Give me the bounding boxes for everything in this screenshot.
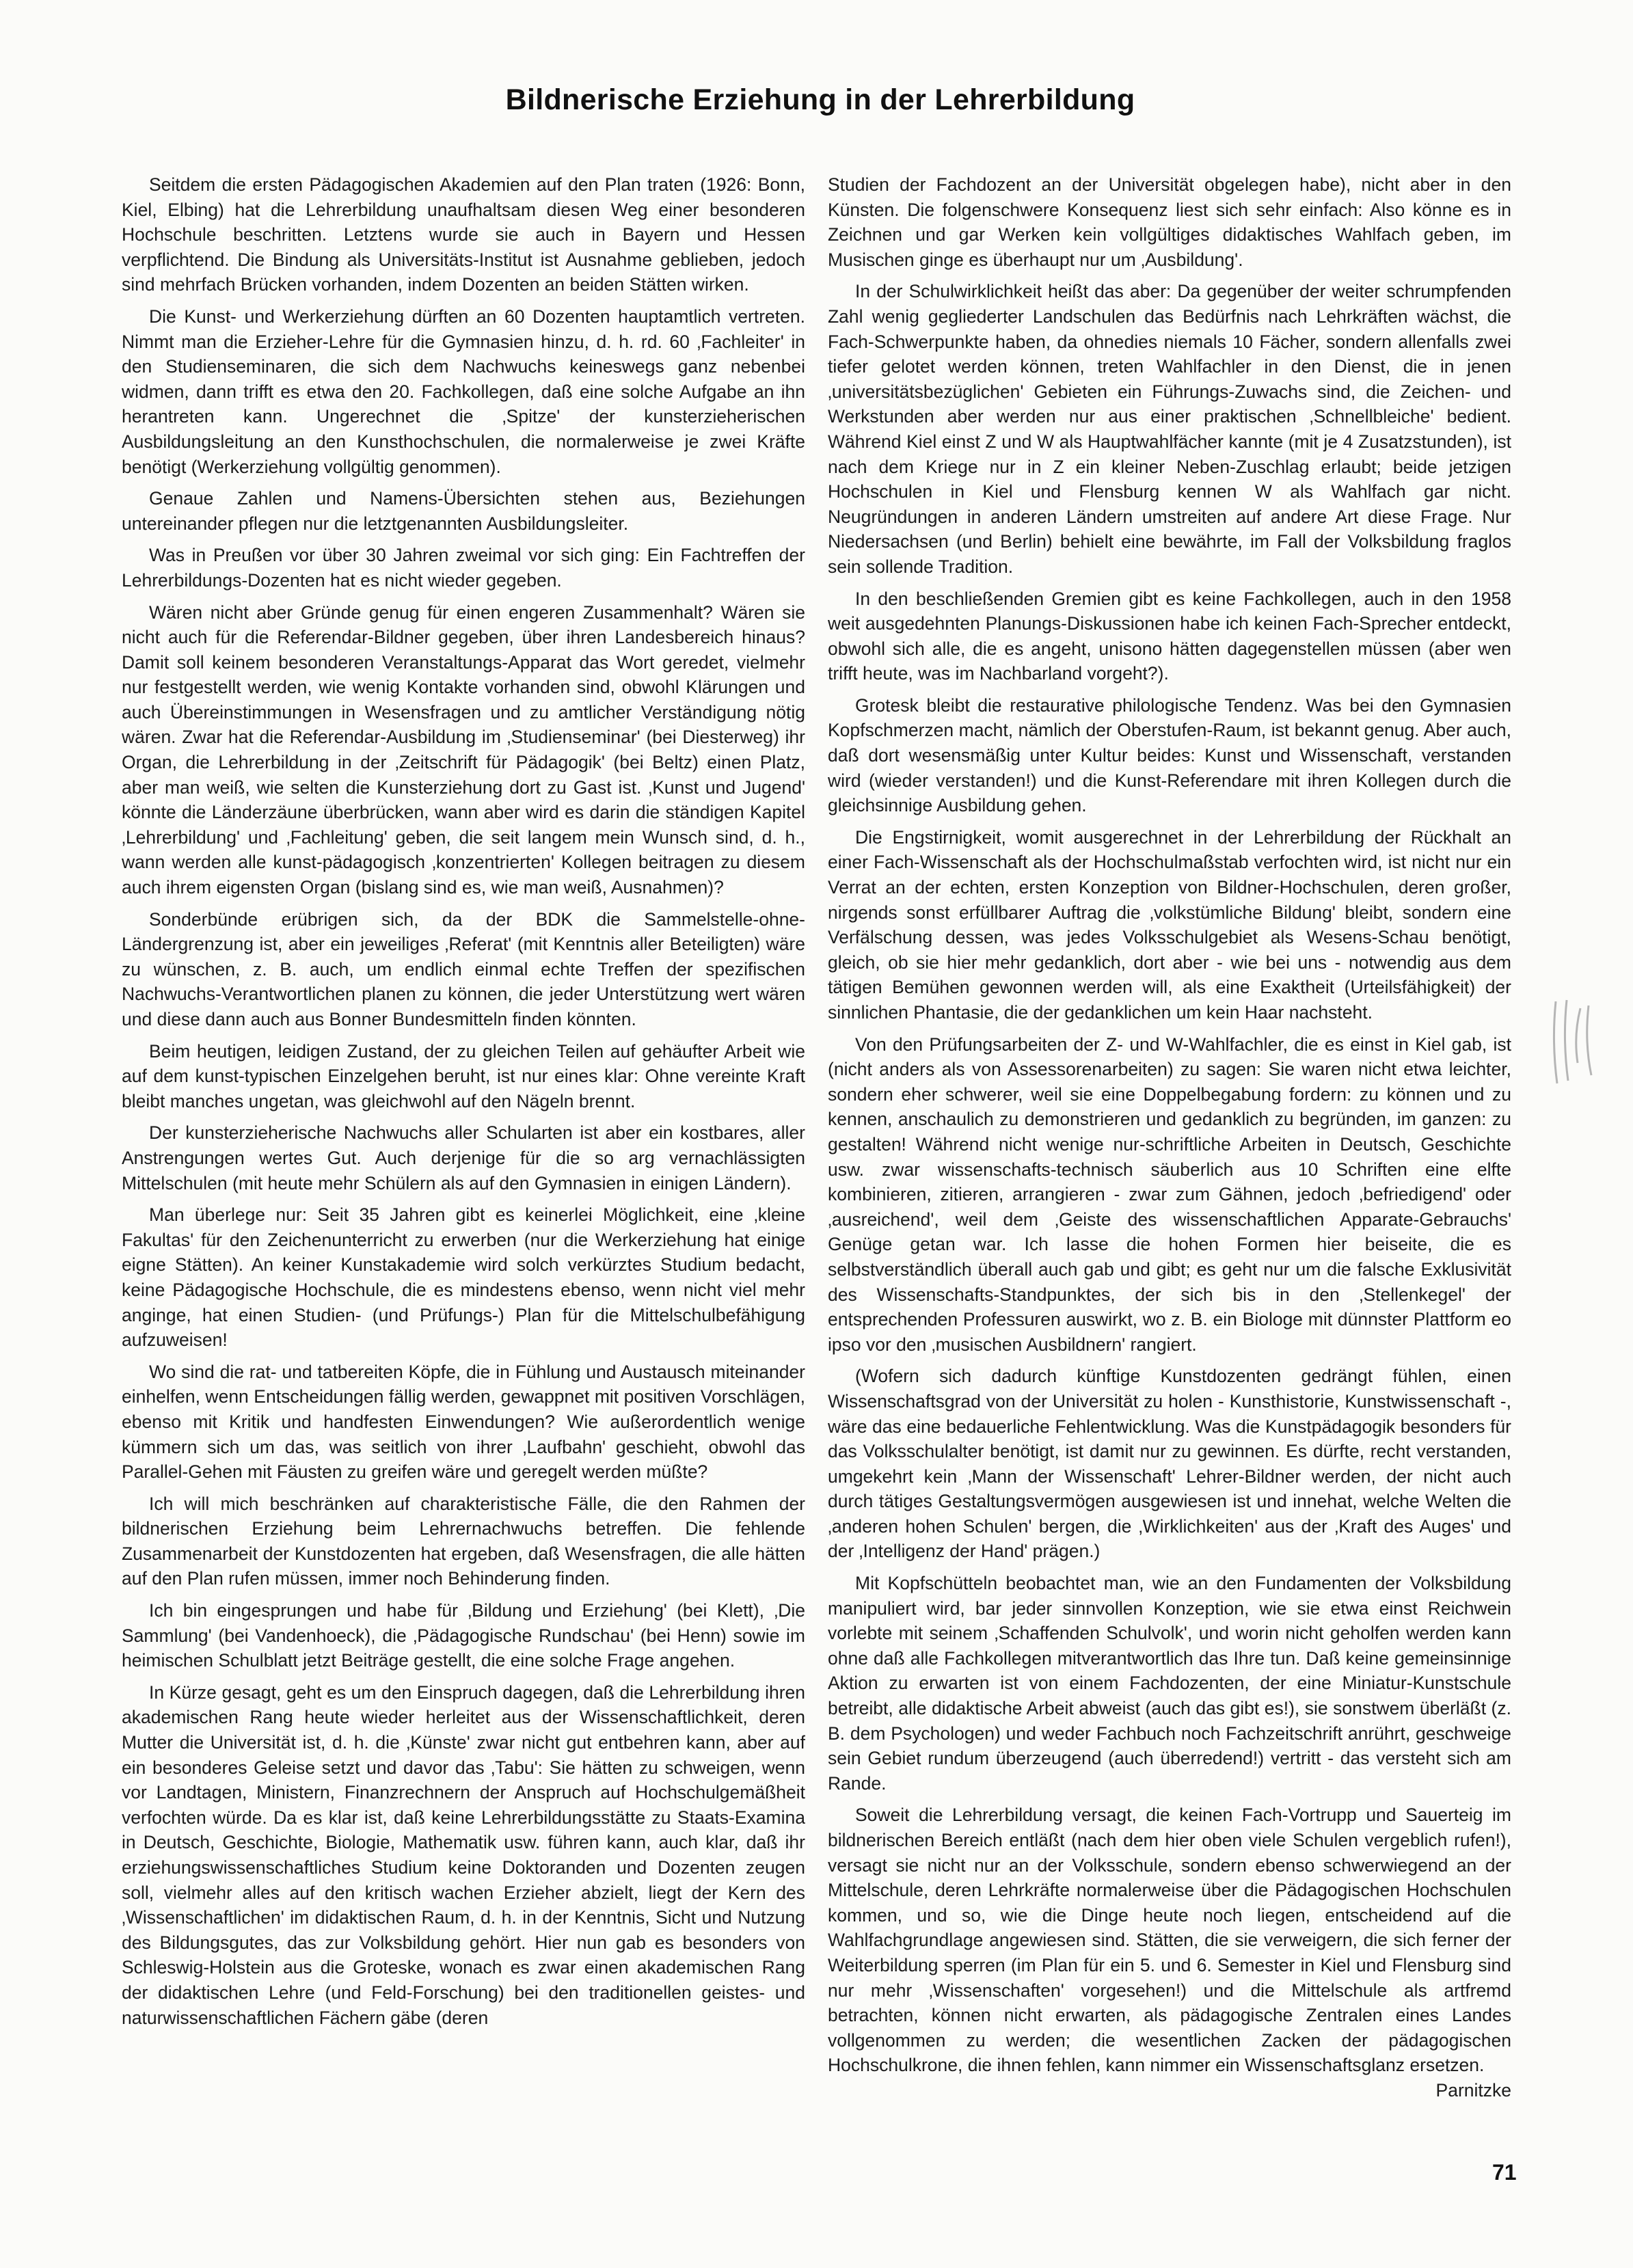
paragraph: Ich bin eingesprungen und habe für ‚Bildung und Erziehung' (bei Klett), ‚Die Sammlung' (bei Vandenhoeck), die ‚Pädagogische Rundschau' (bei Henn) sowie im heimischen Schulblatt jetzt Beiträge gestellt, die eine solche Frage angehen. bbox=[122, 1600, 805, 1671]
paragraph: Genaue Zahlen und Namens-Übersichten stehen aus, Beziehungen untereinander pflegen nur die letztgenannten Ausbildungsleiter. bbox=[122, 488, 805, 534]
paragraph: Sonderbünde erübrigen sich, da der BDK die Sammelstelle-ohne-Ländergrenzung ist, aber ein jeweiliges ‚Referat' (mit Kenntnis aller Beteiligten) wäre zu wünschen, z. B. auch, um endlich einmal echte Treffen der spezifischen Nachwuchs-Verantwortlichen planen zu können, die jeder Unterstützung wert wären und diese dann auch aus Bonner Bundesmitteln finden könnten. bbox=[122, 908, 805, 1029]
left-column bbox=[122, 172, 805, 2037]
paragraph: Grotesk bleibt die restaurative philologische Tendenz. Was bei den Gymnasien Kopfschmerzen macht, nämlich der Oberstufen-Raum, ist bekannt genug. Aber auch, daß dort wesensmäßig unter Kultur beides: Kunst und Wissenschaft, verstanden wird (wieder verstanden!) und die Kunst-Referendare mit ihren Kollegen durch die gleichsinnige Ausbildung gehen. bbox=[828, 694, 1511, 816]
paragraph: Beim heutigen, leidigen Zustand, der zu gleichen Teilen auf gehäufter Arbeit wie auf dem kunst-typischen Einzelgehen beruht, ist nur eines klar: Ohne vereinte Kraft bleibt manches ungetan, was gleichwohl auf den Nägeln brennt. bbox=[122, 1040, 805, 1111]
paragraph: Die Kunst- und Werkerziehung dürften an 60 Dozenten hauptamtlich vertreten. Nimmt man die Erzieher-Lehre für die Gymnasien hinzu, d. h. rd. 60 ‚Fachleiter' in den Studienseminaren, die sich dem Nachwuchs keineswegs ganz nebenbei widmen, dann trifft es etwa den 20. Fachkollegen, daß eine solche Aufgabe an ihn herantreten kann. Ungerechnet die ‚Spitze' der kunsterzieherischen Ausbildungsleitung an den Kunsthochschulen, die normalerweise je zwei Kräfte benötigt (Werkerziehung vollgültig genommen). bbox=[122, 306, 805, 477]
paragraph-continued: Studien der Fachdozent an der Universität obgelegen habe), nicht aber in den Künsten. Die folgenschwere Konsequenz liest sich sehr einfach: Also könne es in Zeichnen und gar Werken kein vollgültiges didaktisches Wahlfach geben, im Musischen ginge es überhaupt nur um ‚Ausbildung'. bbox=[828, 174, 1511, 270]
paragraph: In den beschließenden Gremien gibt es keine Fachkollegen, auch in den 1958 weit ausgedehnten Planungs-Diskussionen habe ich keinen Fach-Sprecher entdeckt, obwohl sich alle, die es angeht, unisono hätten dagegenstellen müssen (aber wen trifft heute, was im Nachbarland vorgeht?). bbox=[828, 588, 1511, 684]
page-number: 71 bbox=[1492, 2160, 1517, 2185]
paragraph: In Kürze gesagt, geht es um den Einspruch dagegen, daß die Lehrerbildung ihren akademischen Rang heute wieder herleitet aus der Wissenschaftlichkeit, deren Mutter die Universität ist, d. h. die ‚Künste' zwar nicht gut entbehren kann, aber auf ein besonderes Geleise setzt und davor das ‚Tabu': Sie hätten zu schweigen, wenn vor Landtagen, Ministern, Finanzrechnern der Anspruch auf Hochschulgemäßheit verfochten würde. Da es klar ist, daß keine Lehrerbildungsstätte zu Staats-Examina in Deutsch, Geschichte, Biologie, Mathematik usw. führen kann, auch klar, daß ihr erziehungswissenschaftliches Studium keine Doktoranden und Dozenten zeugen soll, vielmehr alles auf den kritisch wachen Erzieher abzielt, liegt der Kern des ‚Wissenschaftlichen' im didaktischen Raum, d. h. in der Kenntnis, Sicht und Nutzung des Bildungsgutes, das zur Volksbildung gehört. Hier nun gab es besonders von Schleswig-Holstein aus die Groteske, wonach es zwar einen akademischen Rang der didaktischen Lehre (und Feld-Forschung) bei den traditionellen geistes- und naturwissenschaftlichen Fächern gäbe (deren bbox=[122, 1682, 805, 2028]
final-paragraph-text: Soweit die Lehrerbildung versagt, die keinen Fach-Vortrupp und Sauerteig im bildnerischen Bereich entläßt (nach dem hier oben viele Schulen vergeblich rufen!), versagt sie nicht nur an der Volksschule, sondern ebenso schwerwiegend an der Mittelschule, deren Lehrkräfte normalerweise über die Pädagogischen Hochschulen kommen, und so, wie die Dinge heute noch liegen, entscheidend auf die Wahlfachgrundlage angewiesen sind. Stätten, die sie verweigern, die sich ferner der Weiterbildung sperren (im Plan für ein 5. und 6. Semester in Kiel und Flensburg sind nur mehr ‚Wissenschaften' vorgesehen!) und die Mittelschule als artfremd betrachten, können nicht erwarten, als pädagogische Zentralen eines Landes vollgenommen zu werden; die wesentlichen Zacken der pädagogischen Hochschulkrone, die ihnen fehlen, kann nimmer ein Wissenschaftsglanz ersetzen. bbox=[828, 1805, 1511, 2076]
paragraph: Seitdem die ersten Pädagogischen Akademien auf den Plan traten (1926: Bonn, Kiel, Elbing) hat die Lehrerbildung unaufhaltsam diesen Weg einer besonderen Hochschule beschritten. Letztens wurde sie auch in Bayern und Hessen verpflichtend. Die Bindung als Universitäts-Institut ist Ausnahme geblieben, jedoch sind mehrfach Brücken vorhanden, indem Dozenten an beiden Stätten wirken. bbox=[122, 174, 805, 295]
paragraph: Von den Prüfungsarbeiten der Z- und W-Wahlfachler, die es einst in Kiel gab, ist (nicht anders als von Assessorenarbeiten) zu sagen: Sie waren nicht etwa leichter, sondern eher schwerer, weil sie eine Doppelbegabung fordern: zu können und zu kennen, anschaulich zu demonstrieren und gedanklich zu begründen, im ganzen: zu gestalten! Während nicht wenige nur-schriftliche Arbeiten in Deutsch, Geschichte usw. zwar wissenschafts-technisch säuberlich aus 10 Schriften eine elfte kombinieren, zitieren, arrangieren - zwar zum Gähnen, jedoch ‚befriedigend' oder ‚ausreichend', weil dem ‚Geiste des wissenschaftlichen Apparate-Gebrauchs' Genüge getan war. Ich lasse die hohen Formen hier beiseite, die es selbstverständlich überall auch gab und gibt; es geht nur um die falsche Exklusivität des Wissenschafts-Standpunktes, der sich bis in den ‚Stellenkegel' der entsprechenden Professuren auswirkt, wo z. B. ein Biologe mit dünnster Plattform eo ipso vor den ‚musischen Ausbildnern' rangiert. bbox=[828, 1034, 1511, 1355]
paragraph: Die Engstirnigkeit, womit ausgerechnet in der Lehrerbildung der Rückhalt an einer Fach-Wissenschaft als der Hochschulmaßstab verfochten wird, ist nicht nur ein Verrat an der echten, ersten Konzeption von Bildner-Hochschulen, deren großer, nirgends sonst erfüllbarer Auftrag die ‚volkstümliche Bildung' bleibt, sondern eine Verfälschung dessen, was jedes Volksschulgebiet als Wesens-Schau benötigt, gleich, ob sie hier mehr gedanklich, dort aber - wie bei uns - notwendig aus dem tätigen Bemühen gewonnen werden will, als eine Exaktheit (Urteilsfähigkeit) der sinnlichen Phantasie, die der gedanklichen um kein Haar nachsteht. bbox=[828, 826, 1511, 1023]
paragraph: In der Schulwirklichkeit heißt das aber: Da gegenüber der weiter schrumpfenden Zahl wenig gegliederter Landschulen das Bedürfnis nach Lehrkräften wächst, die Fach-Schwerpunkte haben, da ohnedies niemals 10 Fächer, sondern allenfalls zwei tiefer gelotet werden können, treten Wahlfachler in den Dienst, die in jenen ‚universitätsbezüglichen' Gebieten ein Führungs-Zuwachs sind, die Zeichen- und Werkstunden aber werden nur aus einer praktischen ‚Schnellbleiche' bedient. Während Kiel einst Z und W als Hauptwahlfächer kannte (mit je 4 Zusatzstunden), ist nach dem Kriege nur in Z ein kleiner Neben-Zuschlag erlaubt; beide jetzigen Hochschulen in Kiel und Flensburg kennen W als Wahlfach gar nicht. Neugründungen in anderen Ländern umstreiten auf andere Art diese Frage. Nur Niedersachsen (und Berlin) behielt eine bewährte, im Fall der Volksbildung fraglos sein sollende Tradition. bbox=[828, 281, 1511, 577]
paragraph: Der kunsterzieherische Nachwuchs aller Schularten ist aber ein kostbares, aller Anstrengungen wertes Gut. Auch derjenige für die so arg vernachlässigten Mittelschulen (mit heute mehr Schülern als auf den Gymnasien in einigen Ländern). bbox=[122, 1122, 805, 1193]
paragraph: Wären nicht aber Gründe genug für einen engeren Zusammenhalt? Wären sie nicht auch für die Referendar-Bildner gegeben, über ihren Landesbereich hinaus? Damit soll keinem besonderen Veranstaltungs-Apparat das Wort geredet, vielmehr nur festgestellt werden, wie wenig Kontakte vorhanden sind, obwohl Klärungen und auch Übereinstimmungen in Wesensfragen und zu amtlicher Verständigung nötig wären. Zwar hat die Referendar-Ausbildung im ‚Studienseminar' (bei Diesterweg) ihr Organ, die Lehrerbildung in der ‚Zeitschrift für Pädagogik' (bei Beltz) einen Platz, aber man weiß, wie selten die Kunsterziehung dort zu Gast ist. ‚Kunst und Jugend' könnte die Länderzäune überbrücken, wann aber wird es darin die ständigen Kapitel ‚Lehrerbildung' und ‚Fachleitung' geben, die seit langem mein Wunsch sind, d. h., wann werden alle kunst-pädagogisch ‚konzentrierten' Kollegen beitragen zu diesem auch ihrem eigensten Organ (bislang sind es, wie man weiß, Ausnahmen)? bbox=[122, 602, 805, 898]
paragraph: Ich will mich beschränken auf charakteristische Fälle, die den Rahmen der bildnerischen Erziehung beim Lehrernachwuchs betreffen. Die fehlende Zusammenarbeit der Kunstdozenten hat ergeben, daß Wesensfragen, die alle hätten auf den Plan rufen müssen, immer noch Behinderung finden. bbox=[122, 1493, 805, 1589]
final-paragraph bbox=[828, 1803, 1511, 2101]
author-signature: Parnitzke bbox=[1435, 2079, 1511, 2101]
paragraph: (Wofern sich dadurch künftige Kunstdozenten gedrängt fühlen, einen Wissenschaftsgrad von der Universität zu holen - Kunsthistorie, Kunstwissenschaft -, wäre das eine bedauerliche Fehlentwicklung. Was die Kunstpädagogik besonders für das Volksschulalter benötigt, ist damit nur zu gewinnen. Es dürfte, recht verstanden, umgekehrt kein ‚Mann der Wissenschaft' Lehrer-Bildner werden, der nicht auch durch tätiges Gestaltungsvermögen ausgewiesen ist und innehat, welche Welten die ‚anderen hohen Schulen' bergen, die ‚Wirklichkeiten' aus der ‚Kraft des Auges' und der ‚Intelligenz der Hand' prägen.) bbox=[828, 1366, 1511, 1562]
paragraph: Wo sind die rat- und tatbereiten Köpfe, die in Fühlung und Austausch miteinander einhelfen, wenn Entscheidungen fällig werden, gewappnet mit positiven Vorschlägen, ebenso mit Kritik und handfesten Einwendungen? Wie außerordentlich wenige kümmern sich um das, was seitlich von ihrer ‚Laufbahn' geschieht, obwohl das Parallel-Gehen mit Fäusten zu greifen wäre und geregelt werden müßte? bbox=[122, 1361, 805, 1483]
paragraph: Man überlege nur: Seit 35 Jahren gibt es keinerlei Möglichkeit, eine ‚kleine Fakultas' für den Zeichenunterricht zu erwerben (nur die Werkerziehung hat einige eigne Stätten). An keiner Kunstakademie wird solch verkürztes Studium bedacht, keine Pädagogische Hochschule, die es mindestens ebenso, wenn nicht viel mehr anginge, hat einen Studien- (und Prüfungs-) Plan für die Mittelschulbefähigung aufzuweisen! bbox=[122, 1204, 805, 1351]
paragraph: Was in Preußen vor über 30 Jahren zweimal vor sich ging: Ein Fachtreffen der Lehrerbildungs-Dozenten hat es nicht wieder gegeben. bbox=[122, 545, 805, 591]
paragraph: Mit Kopfschütteln beobachtet man, wie an den Fundamenten der Volksbildung manipuliert wird, bar jeder sinnvollen Konzeption, wie sie etwa einst Reichwein vorlebte mit seinem ‚Schaffenden Schulvolk', und worin nicht geholfen werden kann ohne daß alle Fachkollegen mitverantwortlich das Ihre tun. Daß keine gemeinsinnige Aktion zu erwarten ist von einem Fachdozenten, der eine Miniatur-Kunstschule betreibt, alle didaktische Arbeit abweist (auch das gibt es!), sie sonstwem überläßt (z. B. dem Psychologen) und weder Fachbuch noch Fachzeitschrift anrührt, geschweige sein Gebiet rundum überzeugend (auch überredend!) vertritt - das versteht sich am Rande. bbox=[828, 1573, 1511, 1794]
margin-pencil-mark bbox=[1546, 995, 1601, 1090]
right-column bbox=[828, 172, 1511, 2103]
article-title: Bildnerische Erziehung in der Lehrerbildung bbox=[505, 83, 1135, 116]
